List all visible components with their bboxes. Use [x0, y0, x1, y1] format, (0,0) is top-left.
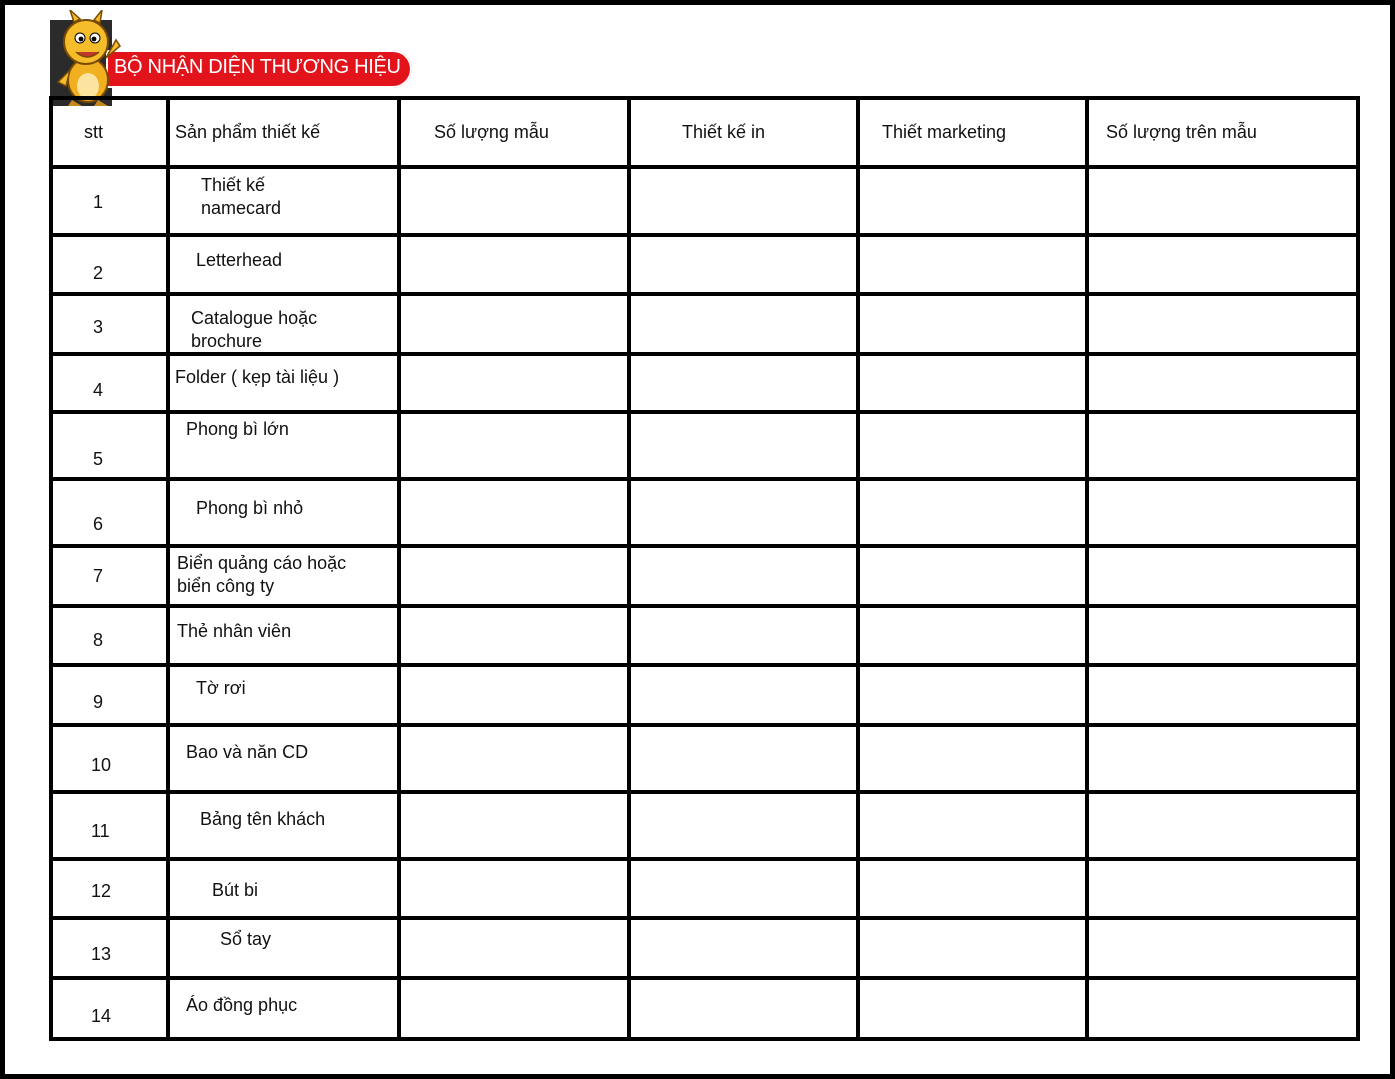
stt-number: 11: [91, 820, 110, 841]
print-design-cell: [629, 167, 858, 235]
product-name: Letterhead: [196, 250, 283, 271]
marketing-cell: [858, 606, 1087, 664]
stt-cell: [51, 606, 168, 664]
sample-count-cell: [399, 792, 629, 859]
stt-number: 10: [91, 754, 112, 775]
per-sample-count-cell: [1087, 918, 1358, 978]
print-design-cell: [629, 918, 858, 978]
stt-number: 3: [93, 317, 104, 338]
stt-cell: [51, 978, 168, 1039]
header-per-sample-count: Số lượng trên mẫu: [1087, 98, 1358, 167]
stt-cell: [51, 665, 168, 725]
marketing-cell: [858, 354, 1087, 412]
sample-count-cell: [399, 665, 629, 725]
product-cell: [168, 412, 399, 479]
stt-cell: [51, 792, 168, 859]
stt-cell: [51, 859, 168, 918]
product-cell: [168, 725, 399, 792]
stt-cell: [51, 167, 168, 235]
sample-count-cell: [399, 294, 629, 354]
product-cell: [168, 859, 399, 918]
table-header-row: [51, 98, 1358, 167]
stt-number: 4: [93, 380, 104, 401]
product-cell: [168, 665, 399, 725]
sample-count-cell: [399, 479, 629, 546]
stt-number: 9: [93, 691, 104, 712]
marketing-cell: [858, 235, 1087, 294]
sample-count-cell: [399, 412, 629, 479]
table-row: [51, 167, 1358, 235]
marketing-cell: [858, 859, 1087, 918]
table-row: [51, 725, 1358, 792]
sample-count-cell: [399, 606, 629, 664]
product-cell: [168, 167, 399, 235]
product-name: Phong bì nhỏ: [196, 498, 304, 519]
print-design-cell: [629, 546, 858, 606]
product-cell: [168, 918, 399, 978]
sample-count-cell: [399, 354, 629, 412]
stt-number: 2: [93, 263, 104, 284]
per-sample-count-cell: [1087, 792, 1358, 859]
product-name: Tờ rơi: [196, 677, 246, 698]
product-name: Catalogue hoặc brochure: [191, 308, 318, 352]
sample-count-cell: [399, 235, 629, 294]
product-cell: [168, 546, 399, 606]
per-sample-count-cell: [1087, 479, 1358, 546]
stt-number: 7: [93, 566, 104, 587]
table-row: [51, 294, 1358, 354]
table-row: [51, 412, 1358, 479]
header-print-design: Thiết kế in: [629, 98, 858, 167]
print-design-cell: [629, 235, 858, 294]
table-row: [51, 354, 1358, 412]
per-sample-count-cell: [1087, 665, 1358, 725]
brand-identity-table: [49, 96, 1360, 1041]
product-cell: [168, 792, 399, 859]
stt-cell: [51, 546, 168, 606]
sample-count-cell: [399, 546, 629, 606]
marketing-cell: [858, 167, 1087, 235]
product-cell: [168, 354, 399, 412]
sample-count-cell: [399, 918, 629, 978]
table-row: [51, 479, 1358, 546]
stt-cell: [51, 918, 168, 978]
marketing-cell: [858, 294, 1087, 354]
print-design-cell: [629, 294, 858, 354]
per-sample-count-cell: [1087, 412, 1358, 479]
header-marketing: Thiết marketing: [858, 98, 1087, 167]
marketing-cell: [858, 665, 1087, 725]
product-cell: [168, 606, 399, 664]
header-product: Sản phẩm thiết kế: [168, 98, 399, 167]
sample-count-cell: [399, 725, 629, 792]
table-row: [51, 978, 1358, 1039]
marketing-cell: [858, 479, 1087, 546]
per-sample-count-cell: [1087, 546, 1358, 606]
marketing-cell: [858, 546, 1087, 606]
sample-count-cell: [399, 978, 629, 1039]
marketing-cell: [858, 918, 1087, 978]
stt-number: 14: [91, 1005, 112, 1026]
table-row: [51, 665, 1358, 725]
product-cell: [168, 978, 399, 1039]
product-name: Bao và năn CD: [186, 741, 309, 762]
table-row: [51, 859, 1358, 918]
product-name: Thẻ nhân viên: [177, 621, 292, 642]
per-sample-count-cell: [1087, 606, 1358, 664]
stt-cell: [51, 412, 168, 479]
table-row: [51, 792, 1358, 859]
stt-cell: [51, 354, 168, 412]
product-name: Biển quảng cáo hoặc biển công ty: [177, 553, 347, 597]
table-row: [51, 235, 1358, 294]
product-cell: [168, 235, 399, 294]
sample-count-cell: [399, 167, 629, 235]
product-name: Thiết kế namecard: [201, 175, 282, 219]
product-name: Bút bi: [212, 879, 259, 900]
per-sample-count-cell: [1087, 978, 1358, 1039]
sample-count-cell: [399, 859, 629, 918]
product-name: Bảng tên khách: [200, 808, 326, 829]
brand-banner: [50, 18, 415, 108]
product-cell: [168, 479, 399, 546]
per-sample-count-cell: [1087, 725, 1358, 792]
product-name: Phong bì lớn: [186, 419, 289, 440]
print-design-cell: [629, 792, 858, 859]
print-design-cell: [629, 412, 858, 479]
print-design-cell: [629, 665, 858, 725]
print-design-cell: [629, 354, 858, 412]
header-sample-count: Số lượng mẫu: [399, 98, 629, 167]
stt-number: 13: [91, 943, 112, 964]
print-design-cell: [629, 479, 858, 546]
product-name: Sổ tay: [220, 928, 272, 949]
stt-cell: [51, 479, 168, 546]
product-cell: [168, 294, 399, 354]
table-row: [51, 918, 1358, 978]
marketing-cell: [858, 725, 1087, 792]
header-stt: stt: [51, 98, 168, 167]
stt-cell: [51, 294, 168, 354]
stt-number: 12: [91, 880, 112, 901]
per-sample-count-cell: [1087, 294, 1358, 354]
table-row: [51, 606, 1358, 664]
per-sample-count-cell: [1087, 354, 1358, 412]
print-design-cell: [629, 859, 858, 918]
stt-cell: [51, 235, 168, 294]
stt-number: 1: [93, 192, 104, 213]
print-design-cell: [629, 606, 858, 664]
marketing-cell: [858, 978, 1087, 1039]
stt-number: 6: [93, 514, 104, 535]
marketing-cell: [858, 412, 1087, 479]
per-sample-count-cell: [1087, 167, 1358, 235]
stt-number: 5: [93, 449, 104, 470]
per-sample-count-cell: [1087, 859, 1358, 918]
stt-cell: [51, 725, 168, 792]
print-design-cell: [629, 725, 858, 792]
marketing-cell: [858, 792, 1087, 859]
print-design-cell: [629, 978, 858, 1039]
product-name: Folder ( kẹp tài liệu ): [175, 367, 340, 388]
table-row: [51, 546, 1358, 606]
stt-number: 8: [93, 630, 104, 651]
product-name: Áo đồng phục: [186, 994, 298, 1015]
per-sample-count-cell: [1087, 235, 1358, 294]
banner-title: BỘ NHẬN DIỆN THƯƠNG HIỆU: [114, 56, 401, 78]
